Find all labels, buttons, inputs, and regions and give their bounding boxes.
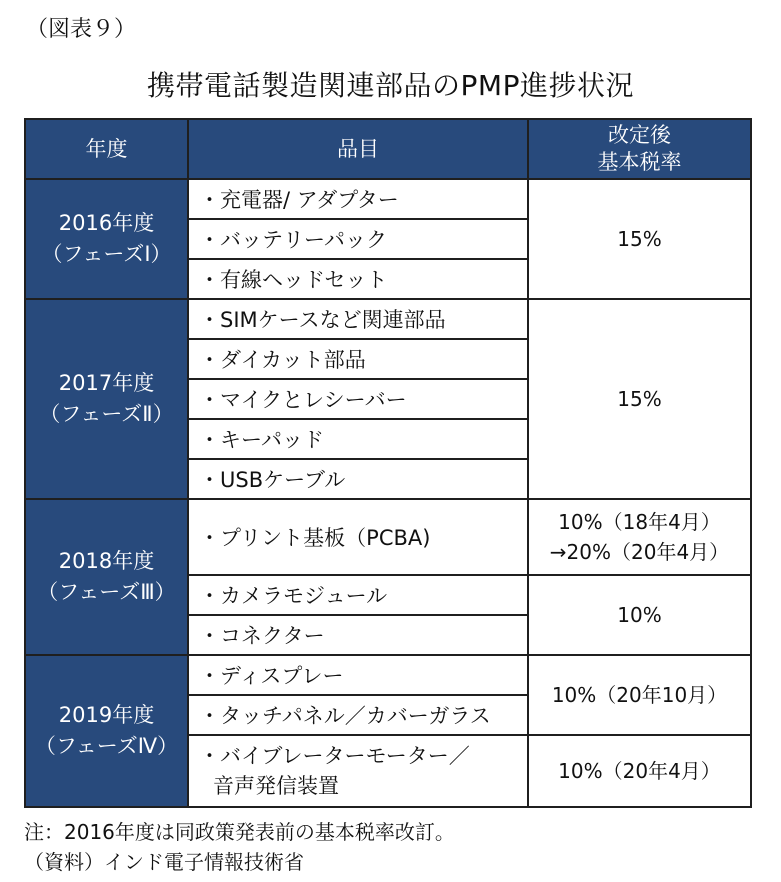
- pmp-table: [24, 118, 752, 808]
- figure-label: （図表９）: [26, 17, 137, 42]
- item-cell: ・キーパッド: [188, 419, 528, 459]
- phase-label: （フェーズⅢ）: [37, 580, 176, 604]
- rate-line: 10%（18年4月）: [558, 510, 721, 534]
- year-label: 2018年度: [58, 549, 155, 573]
- item-cell: ・ダイカット部品: [188, 339, 528, 379]
- table-row: [25, 179, 751, 219]
- header-year: 年度: [25, 119, 188, 179]
- header-rate-line1: 改定後: [608, 123, 671, 147]
- rate-line: →20%（20年4月）: [549, 540, 730, 564]
- year-cell-2019: [25, 655, 188, 807]
- year-label: 2019年度: [58, 703, 155, 727]
- phase-label: （フェーズⅠ）: [41, 242, 172, 266]
- item-cell: ・カメラモジュール: [188, 575, 528, 615]
- table-row: [25, 499, 751, 575]
- item-line: 音声発信装置: [213, 774, 339, 798]
- rate-cell: [528, 299, 751, 499]
- page-title: 携帯電話製造関連部品のPMP進捗状況: [147, 69, 634, 102]
- phase-label: （フェーズⅣ）: [34, 734, 179, 758]
- footnote: 注：2016年度は同政策発表前の基本税率改訂。: [24, 820, 455, 844]
- item-cell: ・充電器/ アダプター: [188, 179, 528, 219]
- item-cell: ・有線ヘッドセット: [188, 259, 528, 299]
- item-cell: ・ディスプレー: [188, 655, 528, 695]
- rate-cell: [528, 735, 751, 807]
- item-cell: ・SIMケースなど関連部品: [188, 299, 528, 339]
- source-note: （資料）インド電子情報技術省: [24, 850, 304, 874]
- year-cell-2018: [25, 499, 188, 655]
- item-cell: ・マイクとレシーバー: [188, 379, 528, 419]
- year-label: 2016年度: [58, 211, 155, 235]
- item-cell: [188, 735, 528, 807]
- phase-label: （フェーズⅡ）: [39, 402, 174, 426]
- item-cell: ・USBケーブル: [188, 459, 528, 499]
- header-item: 品目: [188, 119, 528, 179]
- table-row: [25, 299, 751, 339]
- year-cell-2016: [25, 179, 188, 299]
- item-cell: ・タッチパネル／カバーガラス: [188, 695, 528, 735]
- header-rate: [528, 119, 751, 179]
- rate-line: 15%: [617, 227, 662, 251]
- header-rate-line2: 基本税率: [597, 150, 682, 174]
- rate-line: 10%: [617, 603, 662, 627]
- rate-line: 10%（20年4月）: [558, 759, 721, 783]
- item-line: ・バイブレーターモーター／: [199, 744, 470, 768]
- item-cell: ・コネクター: [188, 615, 528, 655]
- item-cell: ・バッテリーパック: [188, 219, 528, 259]
- rate-cell: [528, 575, 751, 655]
- rate-line: 10%（20年10月）: [551, 683, 728, 707]
- table-header-row: [25, 119, 751, 179]
- rate-cell: [528, 179, 751, 299]
- rate-cell: [528, 499, 751, 575]
- item-cell: ・プリント基板（PCBA): [188, 499, 528, 575]
- table-row: [25, 655, 751, 695]
- year-label: 2017年度: [58, 371, 155, 395]
- rate-cell: [528, 655, 751, 735]
- year-cell-2017: [25, 299, 188, 499]
- rate-line: 15%: [617, 387, 662, 411]
